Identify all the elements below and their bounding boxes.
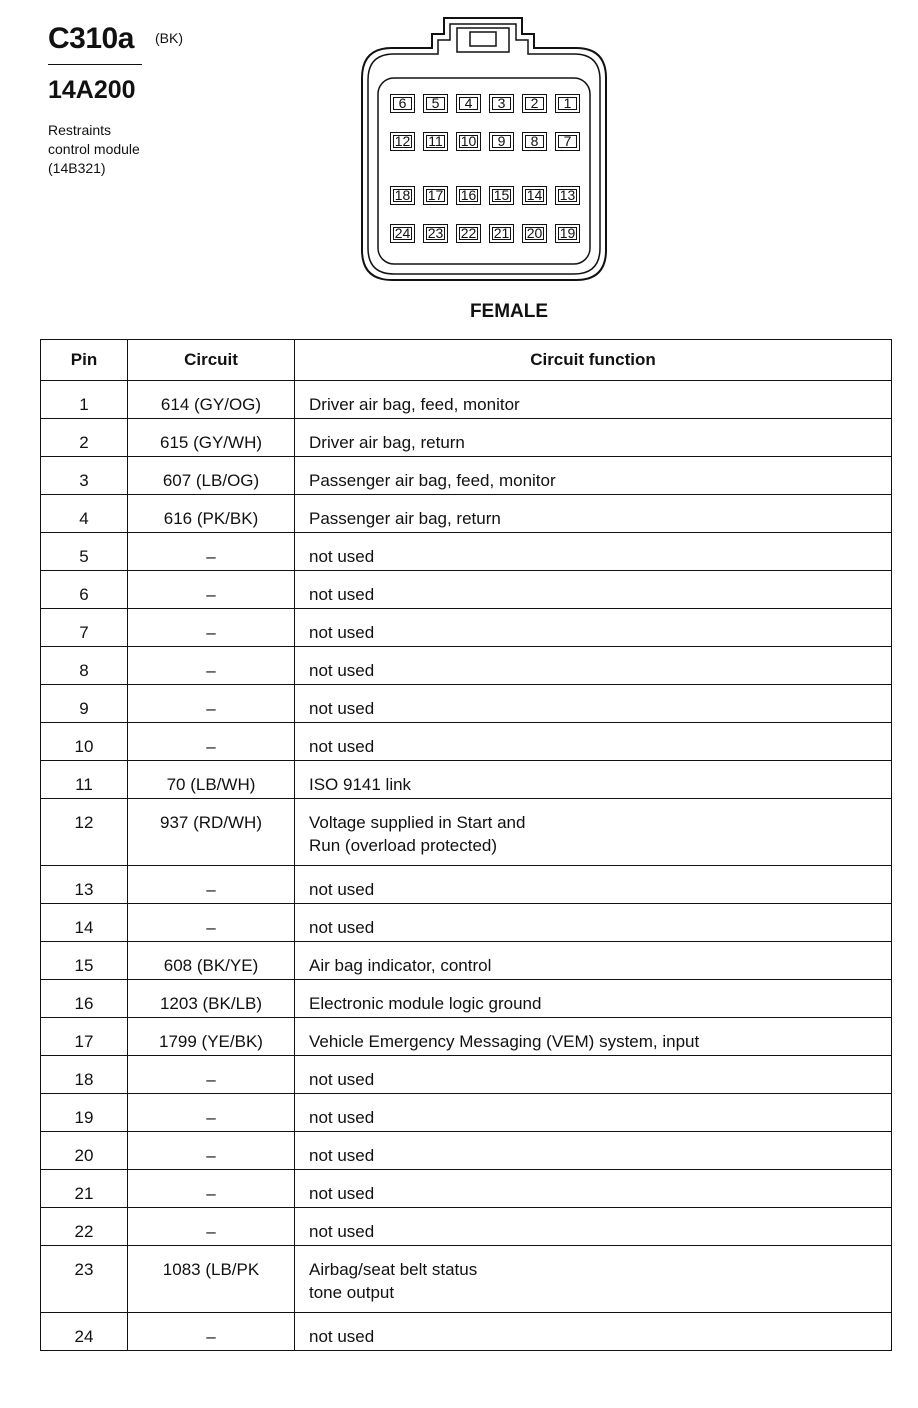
table-row bbox=[41, 1018, 892, 1056]
pin-cell: 13 bbox=[41, 866, 128, 904]
circuit-cell: 614 (GY/OG) bbox=[128, 381, 295, 419]
table-row bbox=[41, 723, 892, 761]
table-row bbox=[41, 866, 892, 904]
connector-pin-number: 14 bbox=[526, 187, 543, 203]
function-cell bbox=[295, 1170, 892, 1208]
circuit-cell: – bbox=[128, 1132, 295, 1170]
pin-cell: 8 bbox=[41, 647, 128, 685]
connector-pin-number: 8 bbox=[530, 133, 539, 149]
table-header-row bbox=[41, 340, 892, 381]
table-row bbox=[41, 647, 892, 685]
connector-pin-number: 22 bbox=[460, 225, 477, 241]
function-line: Air bag indicator, control bbox=[309, 956, 492, 975]
connector-pin-number: 21 bbox=[493, 225, 510, 241]
connector-pin bbox=[423, 94, 448, 113]
function-line: Voltage supplied in Start and bbox=[309, 813, 526, 832]
description-line: Restraints bbox=[48, 122, 112, 138]
pin-cell: 10 bbox=[41, 723, 128, 761]
circuit-cell: – bbox=[128, 685, 295, 723]
connector-pin-number: 23 bbox=[427, 225, 444, 241]
connector-pin-number: 2 bbox=[530, 95, 539, 111]
function-cell bbox=[295, 761, 892, 799]
connector-pin-number: 17 bbox=[427, 187, 444, 203]
function-line: not used bbox=[309, 547, 375, 566]
function-line: not used bbox=[309, 699, 375, 718]
circuit-cell: – bbox=[128, 1313, 295, 1351]
table-row bbox=[41, 1170, 892, 1208]
connector-pin bbox=[390, 94, 415, 113]
connector-pin bbox=[489, 94, 514, 113]
description-line: control module bbox=[48, 141, 140, 157]
pin-cell: 5 bbox=[41, 533, 128, 571]
table-row bbox=[41, 609, 892, 647]
connector-pin bbox=[456, 186, 481, 205]
connector-pin bbox=[423, 224, 448, 243]
column-header-function: Circuit function bbox=[295, 340, 892, 381]
connector-pin bbox=[456, 132, 481, 151]
function-cell bbox=[295, 866, 892, 904]
connector-pin bbox=[522, 224, 547, 243]
pin-cell: 16 bbox=[41, 980, 128, 1018]
function-line: not used bbox=[309, 1070, 375, 1089]
circuit-cell: 1083 (LB/PK bbox=[128, 1246, 295, 1313]
function-line: Driver air bag, feed, monitor bbox=[309, 395, 520, 414]
function-cell bbox=[295, 609, 892, 647]
connector-pin bbox=[423, 186, 448, 205]
pin-cell: 6 bbox=[41, 571, 128, 609]
circuit-cell: – bbox=[128, 1056, 295, 1094]
pin-cell: 3 bbox=[41, 457, 128, 495]
table-row bbox=[41, 457, 892, 495]
circuit-cell: – bbox=[128, 723, 295, 761]
connector-pin-number: 24 bbox=[394, 225, 411, 241]
pin-cell: 2 bbox=[41, 419, 128, 457]
circuit-cell: 937 (RD/WH) bbox=[128, 799, 295, 866]
circuit-cell: 1799 (YE/BK) bbox=[128, 1018, 295, 1056]
function-cell bbox=[295, 942, 892, 980]
circuit-cell: – bbox=[128, 1208, 295, 1246]
circuit-cell: 608 (BK/YE) bbox=[128, 942, 295, 980]
table-row bbox=[41, 571, 892, 609]
table-row bbox=[41, 1246, 892, 1313]
function-cell bbox=[295, 980, 892, 1018]
pin-cell: 17 bbox=[41, 1018, 128, 1056]
function-cell bbox=[295, 533, 892, 571]
connector-pin bbox=[555, 132, 580, 151]
connector-pin bbox=[390, 186, 415, 205]
circuit-cell: 616 (PK/BK) bbox=[128, 495, 295, 533]
function-cell bbox=[295, 647, 892, 685]
function-cell bbox=[295, 1208, 892, 1246]
column-header-pin: Pin bbox=[41, 340, 128, 381]
pin-cell: 11 bbox=[41, 761, 128, 799]
function-cell bbox=[295, 1246, 892, 1313]
table-row bbox=[41, 1208, 892, 1246]
table-row bbox=[41, 419, 892, 457]
function-cell bbox=[295, 723, 892, 761]
description-line: (14B321) bbox=[48, 160, 106, 176]
table-row bbox=[41, 1313, 892, 1351]
circuit-cell: 615 (GY/WH) bbox=[128, 419, 295, 457]
connector-pin bbox=[489, 132, 514, 151]
function-line: not used bbox=[309, 1108, 375, 1127]
function-line: not used bbox=[309, 585, 375, 604]
function-line: tone output bbox=[309, 1283, 395, 1302]
circuit-cell: – bbox=[128, 647, 295, 685]
circuit-cell: – bbox=[128, 904, 295, 942]
function-line: not used bbox=[309, 918, 375, 937]
function-line: not used bbox=[309, 661, 375, 680]
connector-pin-number: 9 bbox=[497, 133, 506, 149]
table-row bbox=[41, 1132, 892, 1170]
function-cell bbox=[295, 495, 892, 533]
connector-pin-number: 20 bbox=[526, 225, 543, 241]
function-cell bbox=[295, 419, 892, 457]
function-line: not used bbox=[309, 623, 375, 642]
table-row bbox=[41, 495, 892, 533]
connector-pin-number: 11 bbox=[428, 133, 443, 149]
pin-cell: 7 bbox=[41, 609, 128, 647]
pin-cell: 23 bbox=[41, 1246, 128, 1313]
table-body bbox=[41, 381, 892, 1351]
function-cell bbox=[295, 685, 892, 723]
connector-gender: FEMALE bbox=[469, 301, 549, 322]
circuit-cell: – bbox=[128, 1094, 295, 1132]
circuit-cell: – bbox=[128, 571, 295, 609]
function-line: Passenger air bag, return bbox=[309, 509, 501, 528]
function-line: Run (overload protected) bbox=[309, 836, 498, 855]
connector-pin-number: 18 bbox=[394, 187, 411, 203]
circuit-cell: – bbox=[128, 866, 295, 904]
circuit-cell: 70 (LB/WH) bbox=[128, 761, 295, 799]
connector-code: C310a bbox=[48, 22, 134, 55]
connector-pin-number: 12 bbox=[394, 133, 411, 149]
connector-pin bbox=[522, 186, 547, 205]
function-line: Electronic module logic ground bbox=[309, 994, 542, 1013]
function-line: not used bbox=[309, 1184, 375, 1203]
connector-pin-number: 3 bbox=[497, 95, 506, 111]
table-row bbox=[41, 1094, 892, 1132]
function-line: not used bbox=[309, 880, 375, 899]
function-line: not used bbox=[309, 1146, 375, 1165]
function-line: Passenger air bag, feed, monitor bbox=[309, 471, 556, 490]
connector-pin-number: 16 bbox=[460, 187, 477, 203]
pin-cell: 9 bbox=[41, 685, 128, 723]
table-row bbox=[41, 799, 892, 866]
function-line: Driver air bag, return bbox=[309, 433, 465, 452]
circuit-cell: 1203 (BK/LB) bbox=[128, 980, 295, 1018]
function-cell bbox=[295, 799, 892, 866]
table-row bbox=[41, 980, 892, 1018]
function-line: not used bbox=[309, 737, 375, 756]
pin-cell: 15 bbox=[41, 942, 128, 980]
pin-cell: 12 bbox=[41, 799, 128, 866]
pin-cell: 19 bbox=[41, 1094, 128, 1132]
connector-pin-number: 4 bbox=[464, 95, 473, 111]
pin-cell: 24 bbox=[41, 1313, 128, 1351]
function-line: ISO 9141 link bbox=[309, 775, 412, 794]
connector-pin-number: 19 bbox=[559, 225, 576, 241]
connector-pin-number: 5 bbox=[431, 95, 440, 111]
connector-pin bbox=[390, 132, 415, 151]
connector-description bbox=[48, 121, 140, 178]
connector-pin bbox=[522, 132, 547, 151]
function-line: not used bbox=[309, 1327, 375, 1346]
column-header-circuit: Circuit bbox=[128, 340, 295, 381]
table-row bbox=[41, 1056, 892, 1094]
pin-cell: 1 bbox=[41, 381, 128, 419]
connector-pin bbox=[489, 186, 514, 205]
connector-pin bbox=[423, 132, 448, 151]
connector-pin bbox=[456, 94, 481, 113]
connector-pin bbox=[555, 94, 580, 113]
connector-pin-number: 15 bbox=[493, 187, 510, 203]
table-row bbox=[41, 685, 892, 723]
connector-diagram bbox=[356, 14, 612, 284]
function-cell bbox=[295, 457, 892, 495]
connector-pin-number: 13 bbox=[559, 187, 576, 203]
table-row bbox=[41, 761, 892, 799]
connector-pin bbox=[489, 224, 514, 243]
circuit-cell: – bbox=[128, 609, 295, 647]
connector-pin bbox=[555, 224, 580, 243]
pin-cell: 18 bbox=[41, 1056, 128, 1094]
connector-pin bbox=[555, 186, 580, 205]
connector-pin-number: 7 bbox=[563, 133, 572, 149]
connector-pin bbox=[456, 224, 481, 243]
connector-pin bbox=[390, 224, 415, 243]
connector-color: (BK) bbox=[155, 30, 183, 46]
pin-cell: 4 bbox=[41, 495, 128, 533]
function-cell bbox=[295, 1018, 892, 1056]
function-line: Vehicle Emergency Messaging (VEM) system, input bbox=[309, 1032, 700, 1051]
connector-pin-number: 1 bbox=[563, 95, 572, 111]
function-cell bbox=[295, 1056, 892, 1094]
connector-pin bbox=[522, 94, 547, 113]
part-number: 14A200 bbox=[48, 76, 136, 104]
connector-pin-number: 6 bbox=[398, 95, 407, 111]
pin-cell: 20 bbox=[41, 1132, 128, 1170]
circuit-cell: 607 (LB/OG) bbox=[128, 457, 295, 495]
pin-cell: 14 bbox=[41, 904, 128, 942]
pin-cell: 21 bbox=[41, 1170, 128, 1208]
function-cell bbox=[295, 1094, 892, 1132]
pinout-table bbox=[40, 339, 892, 1351]
table-row bbox=[41, 942, 892, 980]
table-row bbox=[41, 381, 892, 419]
function-cell bbox=[295, 381, 892, 419]
pin-cell: 22 bbox=[41, 1208, 128, 1246]
header-rule bbox=[48, 64, 142, 65]
circuit-cell: – bbox=[128, 533, 295, 571]
function-cell bbox=[295, 571, 892, 609]
function-line: not used bbox=[309, 1222, 375, 1241]
function-cell bbox=[295, 1313, 892, 1351]
table-row bbox=[41, 533, 892, 571]
function-cell bbox=[295, 904, 892, 942]
connector-pin-number: 10 bbox=[460, 133, 477, 149]
function-cell bbox=[295, 1132, 892, 1170]
table-row bbox=[41, 904, 892, 942]
function-line: Airbag/seat belt status bbox=[309, 1260, 478, 1279]
circuit-cell: – bbox=[128, 1170, 295, 1208]
